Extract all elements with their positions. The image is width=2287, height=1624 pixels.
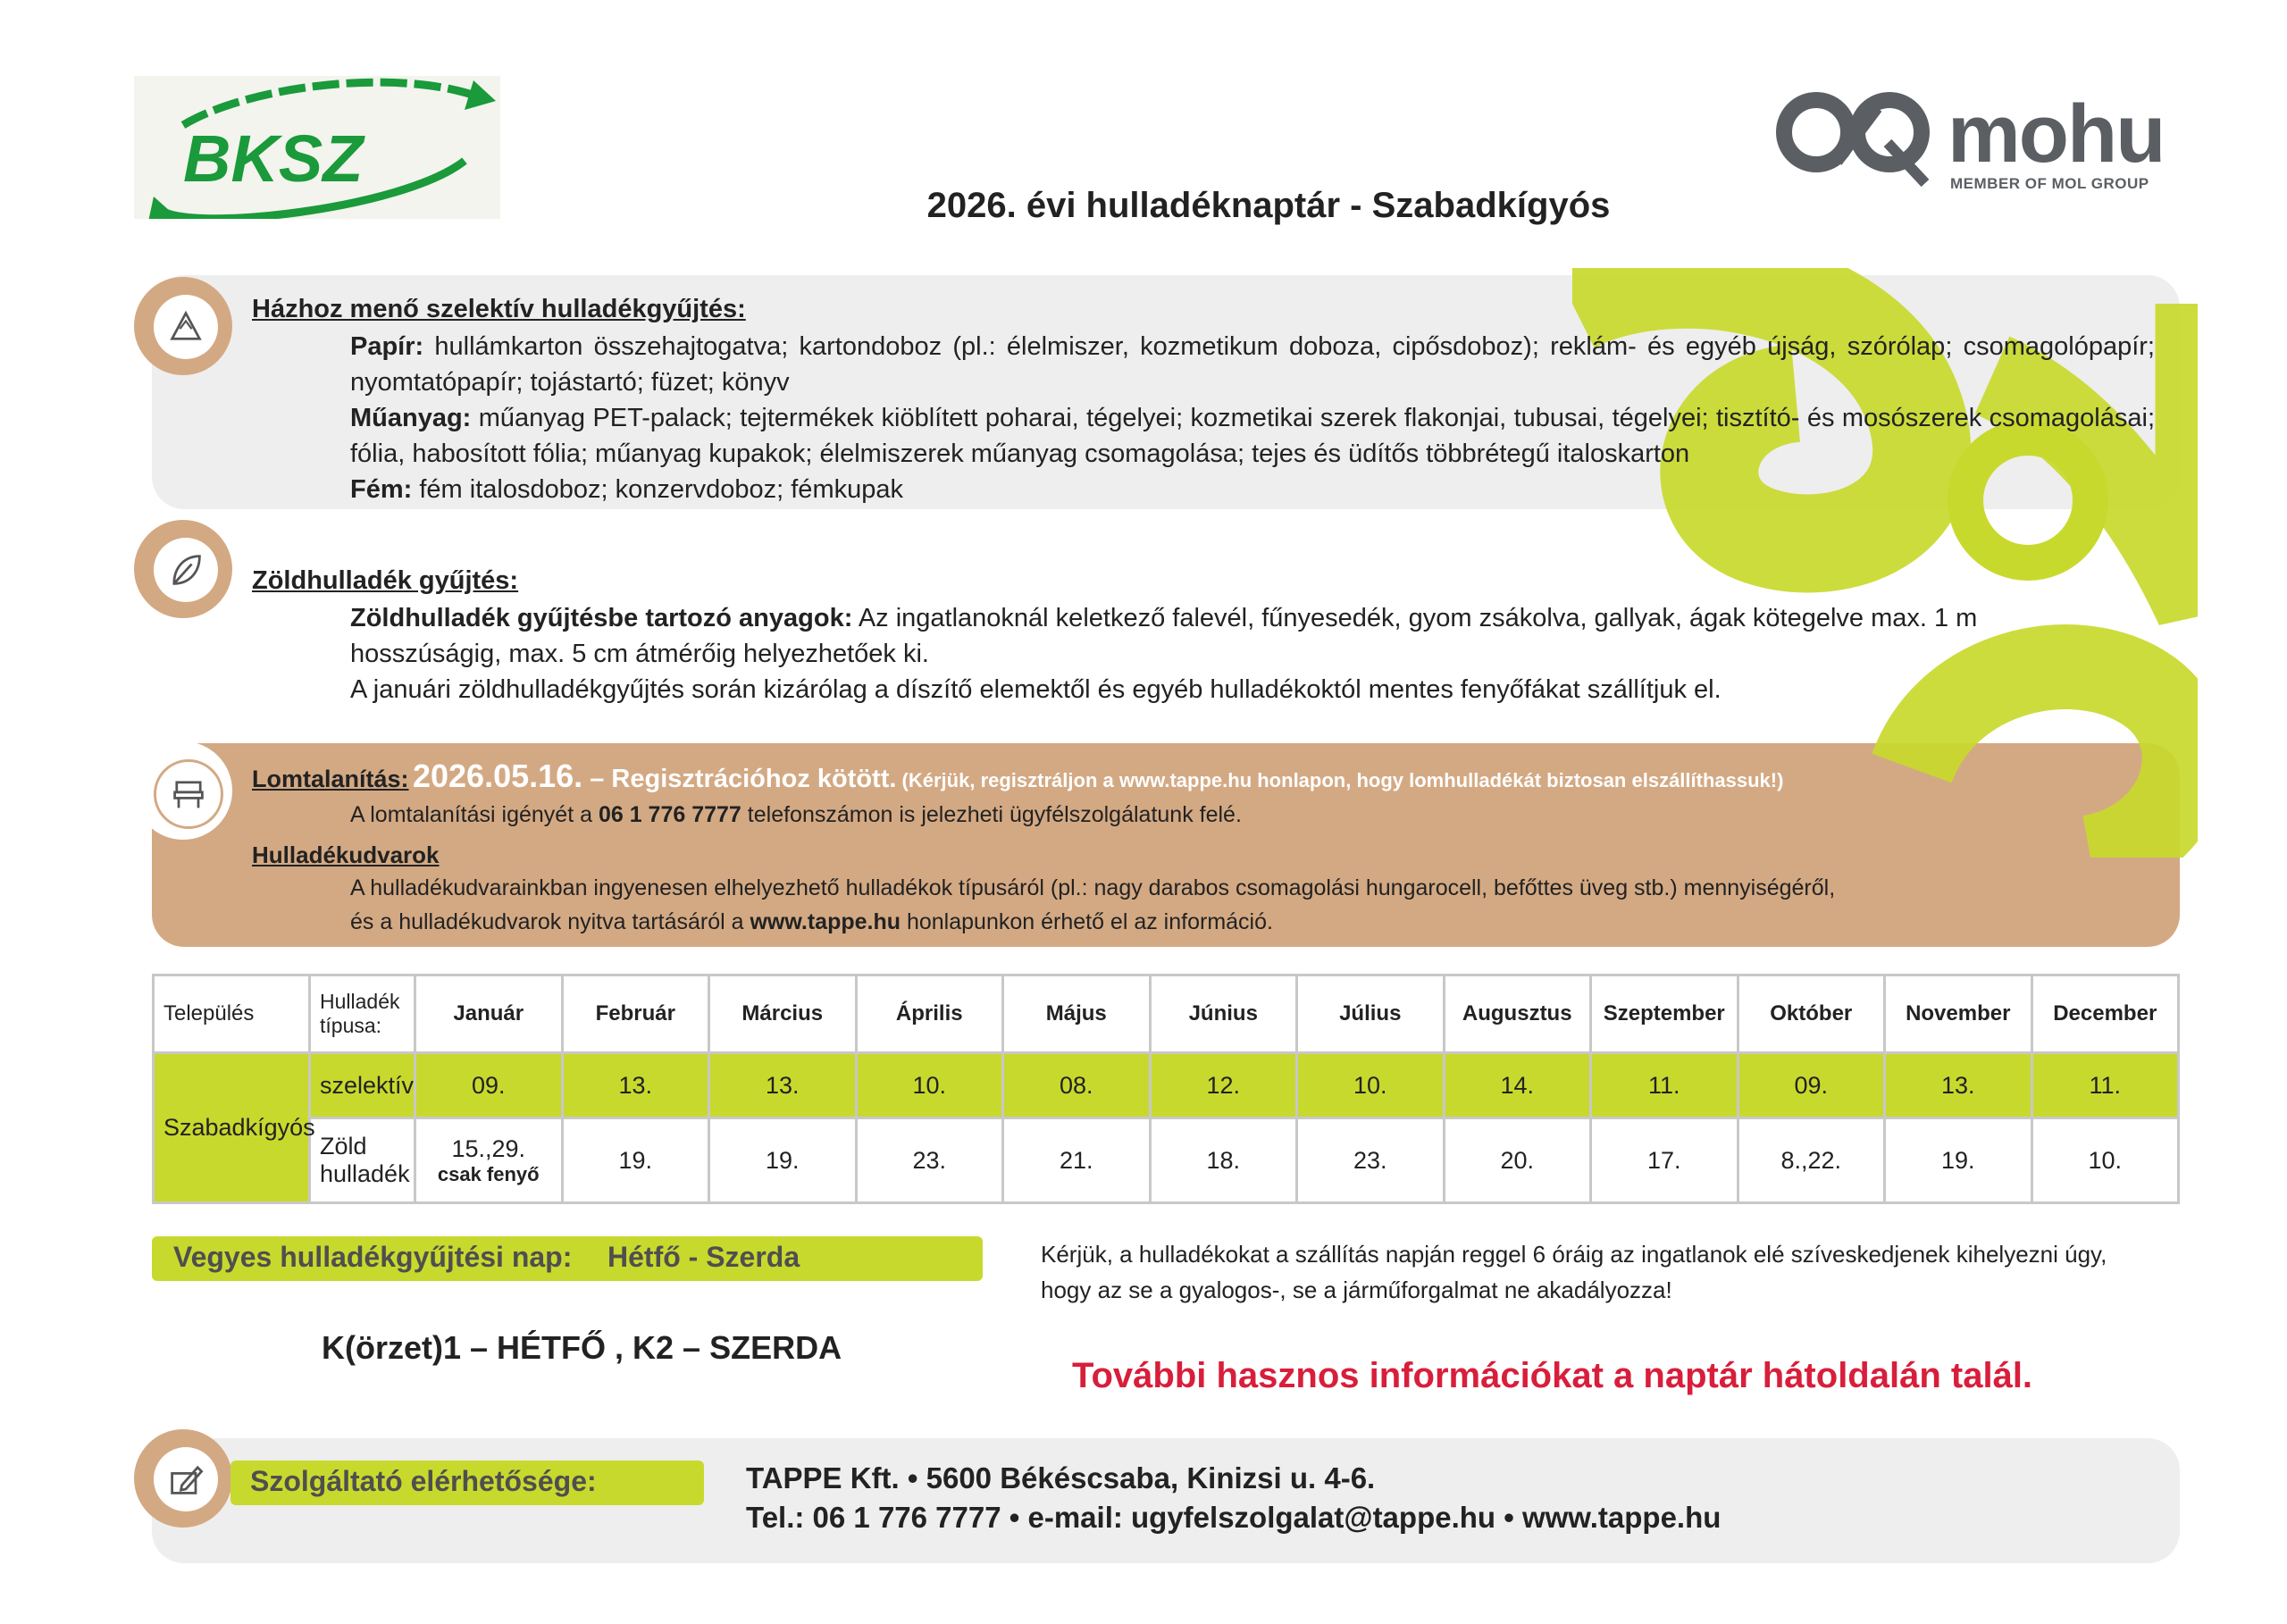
mixed-collection-days: Hétfő - Szerda — [607, 1241, 800, 1273]
month-header: Január — [415, 975, 563, 1053]
edit-icon — [166, 1460, 205, 1499]
selective-heading: Házhoz menő szelektív hulladékgyűjtés: — [252, 295, 746, 323]
month-header: Május — [1003, 975, 1151, 1053]
metal-paragraph — [350, 472, 903, 507]
selective-day-cell: 11. — [2031, 1053, 2179, 1118]
yards-line-2 — [350, 909, 1273, 935]
leaf-icon — [166, 550, 205, 590]
paper-label: Papír: — [350, 332, 424, 361]
placement-notice: Kérjük, a hulladékokat a szállítás napján reggel 6 óráig az ingatlanok elé szíveskedjenek kihelyezni úgy, hogy az se a gyalogos-, se a járműforgalmat ne akadályozza! — [1041, 1241, 2107, 1303]
bksz-logo-text: BKSZ — [183, 121, 364, 196]
green-icon-badge — [134, 520, 232, 618]
selective-day-cell: 11. — [1591, 1053, 1738, 1118]
selective-day-cell: 14. — [1444, 1053, 1591, 1118]
mohu-logo — [1773, 88, 2165, 197]
bulky-phone[interactable]: 06 1 776 7777 — [598, 802, 741, 827]
yards-text-3: honlapunkon érhető el az információ. — [901, 909, 1273, 934]
month-header: Február — [562, 975, 709, 1053]
yards-text-2: és a hulladékudvarok nyitva tartásáról a — [350, 909, 750, 934]
green-january-text: A januári zöldhulladékgyűjtés során kizárólag a díszítő elemektől és egyéb hulladékoktól mentes fenyőfákat szállítjuk el. — [350, 675, 1722, 704]
bulky-phone-line — [350, 802, 1242, 828]
green-jan-note: csak fenyő — [437, 1162, 540, 1185]
metal-text: fém italosdoboz; konzervdoboz; fémkupak — [412, 475, 903, 504]
month-header: Október — [1738, 975, 1885, 1053]
green-day-cell: 10. — [2031, 1118, 2179, 1203]
contact-label: Szolgáltató elérhetősége: — [250, 1465, 597, 1497]
month-header: Március — [709, 975, 857, 1053]
contact-address: TAPPE Kft. • 5600 Békéscsaba, Kinizsi u. 4-6. — [746, 1461, 1376, 1494]
green-day-cell: 23. — [856, 1118, 1003, 1203]
green-day-cell: 19. — [562, 1118, 709, 1203]
green-day-cell: 19. — [709, 1118, 857, 1203]
green-day-cell: 18. — [1150, 1118, 1297, 1203]
yards-heading: Hulladékudvarok — [252, 841, 440, 868]
table-header-row — [154, 975, 2179, 1053]
paper-paragraph — [350, 329, 2155, 400]
bulky-heading: Lomtalanítás: — [252, 766, 409, 792]
plastic-label: Műanyag: — [350, 404, 472, 432]
selective-day-cell: 08. — [1003, 1053, 1151, 1118]
district-days: K(örzet)1 – HÉTFŐ , K2 – SZERDA — [322, 1329, 842, 1366]
contact-details[interactable]: Tel.: 06 1 776 7777 • e-mail: ugyfelszolgalat@tappe.hu • www.tappe.hu — [746, 1501, 1722, 1534]
col-settlement-header: Település — [154, 975, 310, 1053]
mohu-logo-subtitle: MEMBER OF MOL GROUP — [1950, 175, 2149, 192]
selective-label-cell: szelektív — [310, 1053, 415, 1118]
month-header: Szeptember — [1591, 975, 1738, 1053]
green-row — [154, 1118, 2179, 1203]
selective-day-cell: 09. — [415, 1053, 563, 1118]
recycle-icon — [166, 307, 205, 347]
bulky-line — [252, 758, 1783, 795]
month-header: Augusztus — [1444, 975, 1591, 1053]
selective-day-cell: 13. — [562, 1053, 709, 1118]
yards-link[interactable]: www.tappe.hu — [750, 909, 901, 934]
green-materials-paragraph — [350, 600, 2048, 672]
bulky-phone-text-2: telefonszámon is jelezheti ügyfélszolgálatunk felé. — [741, 802, 1242, 827]
schedule-table — [152, 974, 2180, 1204]
month-header: Július — [1297, 975, 1445, 1053]
month-header: Június — [1150, 975, 1297, 1053]
more-info-text: További hasznos információkat a naptár hátoldalán talál. — [1072, 1356, 2033, 1395]
yards-text-1: A hulladékudvarainkban ingyenesen elhelyezhető hulladékok típusáról (pl.: nagy darabos csomagolási hungarocell, befőttes üveg stb.) mennyiségéről, — [350, 875, 1836, 900]
selective-day-cell: 13. — [1885, 1053, 2032, 1118]
bulky-icon-badge — [134, 741, 232, 840]
green-day-cell: 19. — [1885, 1118, 2032, 1203]
green-label-cell: Zöld hulladék — [310, 1118, 415, 1203]
paper-text: hullámkarton összehajtogatva; kartondoboz (pl.: élelmiszer, kozmetikum doboza, cipősdoboz); reklám- és egyéb újság, szórólap; csomagolópapír; nyomtatópapír; tojástartó; füzet; könyv — [350, 332, 2155, 397]
green-day-cell: 20. — [1444, 1118, 1591, 1203]
selective-day-cell: 10. — [1297, 1053, 1445, 1118]
plastic-paragraph — [350, 400, 2155, 472]
green-jan-days: 15.,29. — [451, 1134, 526, 1162]
settlement-cell: Szabadkígyós — [154, 1053, 310, 1203]
green-materials-text: Az ingatlanoknál keletkező falevél, fűnyesedék, gyom zsákolva, gallyak, ágak kötegelve max. 1 m hosszúságig, max. 5 cm átmérőig helyezhetőek ki. — [350, 604, 1978, 668]
mohu-symbol-icon — [1773, 89, 1943, 188]
plastic-text: műanyag PET-palack; tejtermékek kiöblített poharai, tégelyei; kozmetikai szerek flakonjai, tubusai, tégelyei; tisztító- és mosószerek csomagolásai; fólia, habosított fólia; műanyag kupakok; élelmiszerek műanyag csomagolása; tejes és üdítős többrétegű italoskarton — [350, 404, 2155, 468]
bulky-phone-text-1: A lomtalanítási igényét a — [350, 802, 599, 827]
page-title: 2026. évi hulladéknaptár - Szabadkígyós — [926, 186, 1611, 225]
green-materials-label: Zöldhulladék gyűjtésbe tartozó anyagok: — [350, 604, 853, 632]
selective-icon-badge — [134, 277, 232, 375]
bulky-registration: – Regisztrációhoz kötött. — [582, 765, 897, 793]
furniture-icon — [169, 774, 208, 814]
selective-day-cell: 09. — [1738, 1053, 1885, 1118]
selective-day-cell: 13. — [709, 1053, 857, 1118]
mixed-collection-label: Vegyes hulladékgyűjtési nap: — [173, 1241, 573, 1273]
bulky-date: 2026.05.16. — [412, 758, 583, 794]
green-day-cell: 8.,22. — [1738, 1118, 1885, 1203]
col-type-header: Hulladék típusa: — [310, 975, 415, 1053]
selective-row — [154, 1053, 2179, 1118]
selective-day-cell: 12. — [1150, 1053, 1297, 1118]
month-header: Április — [856, 975, 1003, 1053]
green-day-cell: 21. — [1003, 1118, 1151, 1203]
green-jan-cell — [415, 1118, 563, 1203]
selective-day-cell: 10. — [856, 1053, 1003, 1118]
month-header: November — [1885, 975, 2032, 1053]
green-day-cell: 23. — [1297, 1118, 1445, 1203]
contact-icon-badge — [134, 1429, 232, 1528]
mohu-logo-text: mohu — [1948, 88, 2165, 180]
month-header: December — [2031, 975, 2179, 1053]
bulky-note: (Kérjük, regisztráljon a www.tappe.hu honlapon, hogy lomhulladékát biztosan elszállíthassuk!) — [896, 769, 1784, 791]
green-heading: Zöldhulladék gyűjtés: — [252, 566, 519, 595]
green-day-cell: 17. — [1591, 1118, 1738, 1203]
metal-label: Fém: — [350, 475, 413, 504]
